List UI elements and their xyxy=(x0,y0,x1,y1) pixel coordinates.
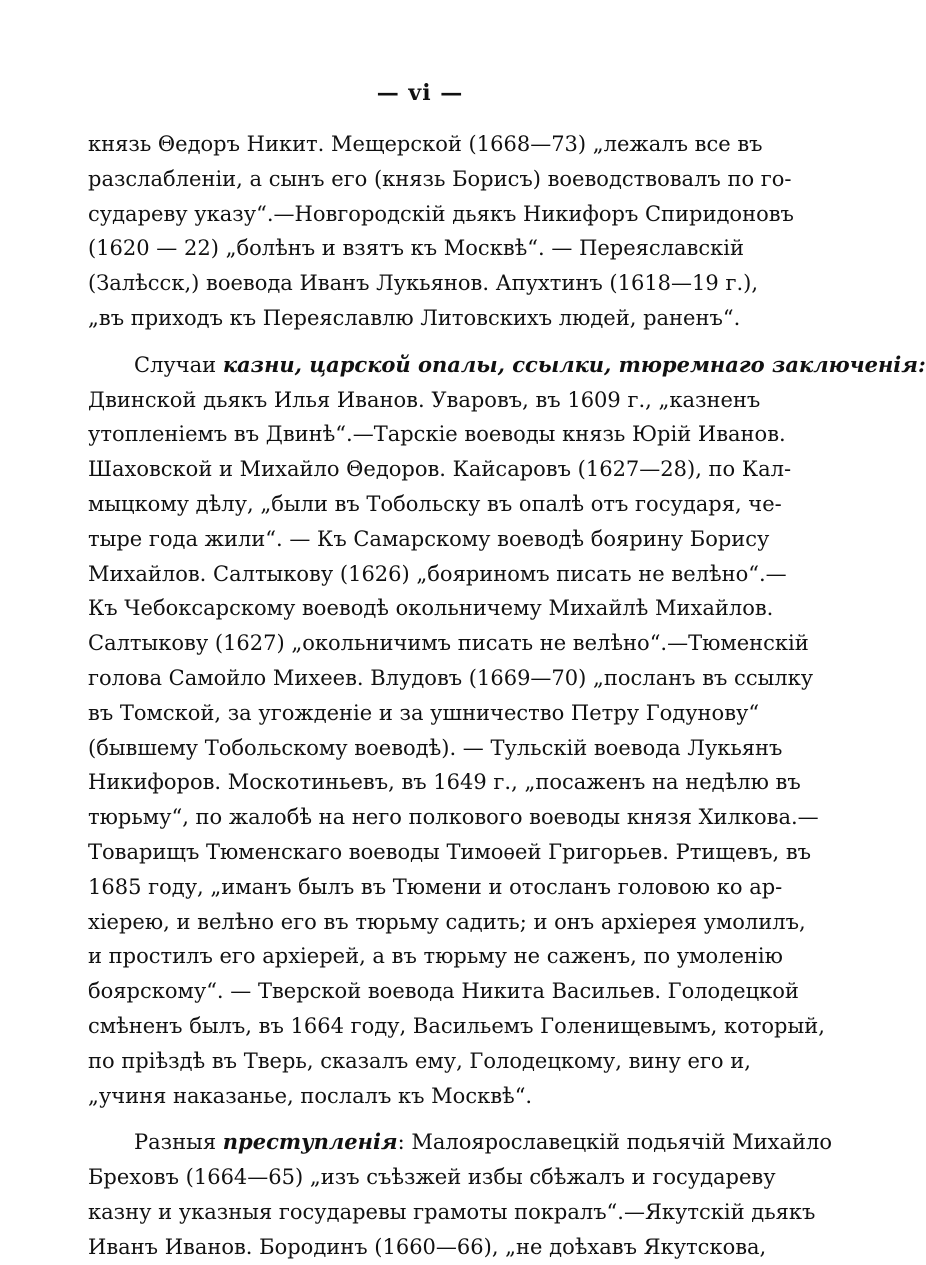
text-line: казну и указныя государевы грамоты покралъ“.—Якутскій дьякъ xyxy=(88,1199,816,1224)
text-line: (бывшему Тобольскому воеводѣ). — Тульскій воевода Лукьянъ xyxy=(88,735,783,760)
paragraph-2 xyxy=(88,348,926,1114)
paragraph-1 xyxy=(88,127,794,336)
paragraph-lead-italic: казни, царской опалы, ссылки, тюремнаго заключенія: xyxy=(222,351,926,377)
text-line: боярскому“. — Тверской воевода Никита Васильев. Голодецкой xyxy=(88,979,799,1004)
paragraph-3 xyxy=(88,1125,832,1264)
text-line: „учиня наказанье, послалъ къ Москвѣ“. xyxy=(88,1083,533,1108)
text-line: Михайлов. Салтыкову (1626) „бояриномъ писать не велѣно“.— xyxy=(88,561,787,586)
text-line: голова Самойло Михеев. Влудовъ (1669—70) „посланъ въ ссылку xyxy=(88,665,814,690)
text-line: Никифоров. Москотиньевъ, въ 1649 г., „посаженъ на недѣлю въ xyxy=(88,770,801,795)
text-line: Шаховской и Михайло Θедоров. Кайсаровъ (1627—28), по Кал- xyxy=(88,457,792,482)
text-line: судареву указу“.—Новгородскій дьякъ Никифоръ Спиридоновъ xyxy=(88,201,794,226)
text-line: въ Томской, за угожденіе и за ушничество Петру Годунову“ xyxy=(88,700,760,725)
text-line: Къ Чебоксарскому воеводѣ окольничему Михайлѣ Михайлов. xyxy=(88,596,774,621)
paragraph-lead-rest: : Малоярославецкій подьячій Михайло xyxy=(397,1130,832,1155)
text-line: (Залѣсск,) воевода Иванъ Лукьянов. Апухтинъ (1618—19 г.), xyxy=(88,271,758,296)
paragraph-lead-italic: преступленія xyxy=(222,1129,398,1155)
text-line: хіерею, и велѣно его въ тюрьму садить; и онъ архіерея умолилъ, xyxy=(88,909,806,934)
text-line: смѣненъ былъ, въ 1664 году, Васильемъ Голенищевымъ, который, xyxy=(88,1013,825,1038)
text-line: и простилъ его архіерей, а въ тюрьму не саженъ, по умоленію xyxy=(88,944,783,969)
text-line: мыцкому дѣлу, „были въ Тобольску въ опалѣ отъ государя, че- xyxy=(88,491,782,516)
paragraph-lead-line xyxy=(88,348,926,383)
text-line: „въ приходъ къ Переяславлю Литовскихъ людей, раненъ“. xyxy=(88,305,741,330)
paragraph-lead: Случаи xyxy=(134,352,223,377)
text-line: тыре года жили“. — Къ Самарскому воеводѣ боярину Борису xyxy=(88,526,770,551)
paragraph-lead: Разныя xyxy=(134,1130,223,1155)
text-line: (1620 — 22) „болѣнъ и взятъ къ Москвѣ“. — Переяславскій xyxy=(88,236,744,261)
text-line: князь Θедоръ Никит. Мещерской (1668—73) „лежалъ все въ xyxy=(88,132,763,156)
text-line: по пріѣздѣ въ Тверь, сказалъ ему, Голодецкому, вину его и, xyxy=(88,1048,751,1073)
paragraph-lead-line xyxy=(88,1125,832,1160)
text-line: разслабленіи, а сынъ его (князь Борисъ) воеводствовалъ по го- xyxy=(88,166,792,191)
text-line: Двинской дьякъ Илья Иванов. Уваровъ, въ 1609 г., „казненъ xyxy=(88,387,761,412)
text-line: Иванъ Иванов. Бородинъ (1660—66), „не доѣхавъ Якутскова, xyxy=(88,1234,767,1259)
text-line: утопленіемъ въ Двинѣ“.—Тарскіе воеводы князь Юрій Иванов. xyxy=(88,422,786,447)
text-line: 1685 году, „иманъ былъ въ Тюмени и отосланъ головою ко ар- xyxy=(88,874,783,899)
text-line: Товарищъ Тюменскаго воеводы Тимоѳей Григорьев. Ртищевъ, въ xyxy=(88,839,812,864)
text-line: Бреховъ (1664—65) „изъ съѣзжей избы сбѣжалъ и государеву xyxy=(88,1165,776,1190)
page-number: — vi — xyxy=(376,80,464,106)
page-text xyxy=(88,127,926,1265)
text-line: Салтыкову (1627) „окольничимъ писать не велѣно“.—Тюменскій xyxy=(88,631,809,656)
text-line: тюрьму“, по жалобѣ на него полкового воеводы князя Хилкова.— xyxy=(88,805,819,830)
